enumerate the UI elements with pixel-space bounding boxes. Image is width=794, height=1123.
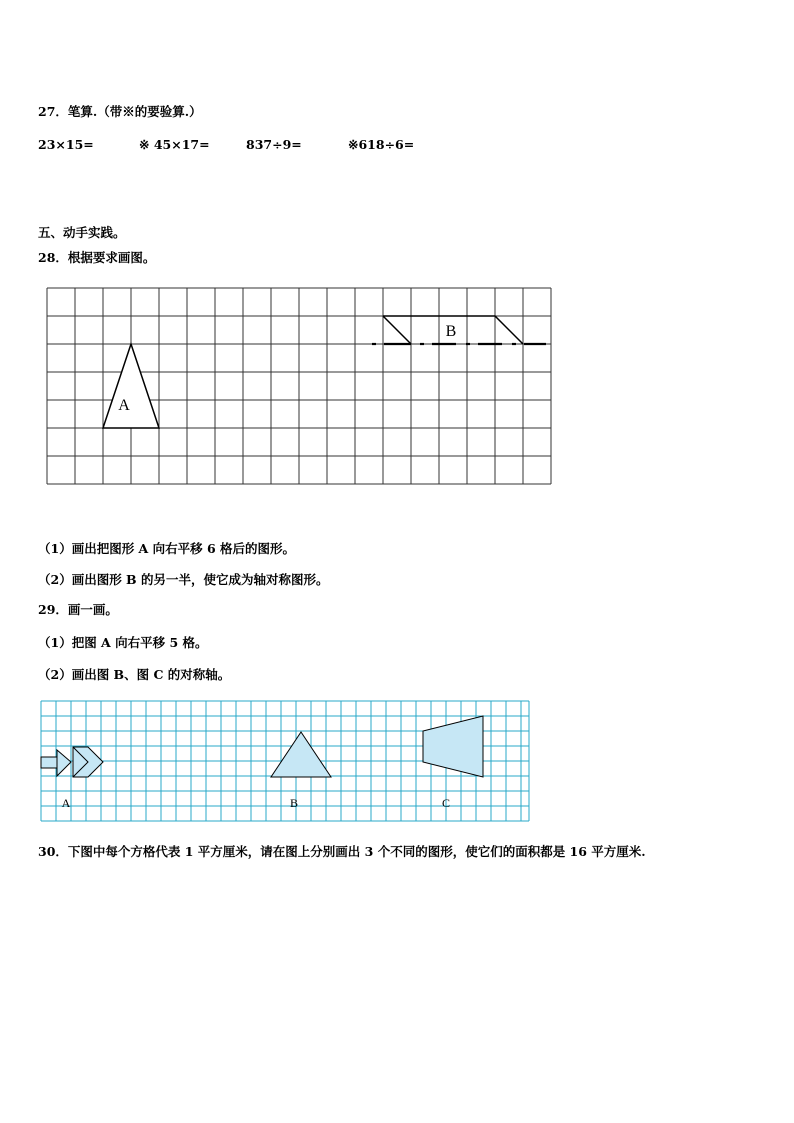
q29-label-b: B xyxy=(289,796,299,810)
q29-shape-b xyxy=(271,732,331,777)
q29-title: 29．画一画。 xyxy=(38,602,118,617)
q29-shape-c xyxy=(423,716,483,777)
q28-sub-1: （1）画出把图形 A 向右平移 6 格后的图形。 xyxy=(38,541,296,556)
q30-title: 30．下图中每个方格代表 1 平方厘米，请在图上分别画出 3 个不同的图形，使它们的面积都是 16 平方厘米. xyxy=(38,844,646,859)
q27-item-3: 837÷9= xyxy=(246,137,302,152)
q29-grid-figure xyxy=(40,700,532,824)
q28-triangle-a xyxy=(103,344,159,428)
q29-sub-1: （1）把图 A 向右平移 5 格。 xyxy=(38,635,208,650)
q28-shape-b-left-edge xyxy=(383,316,411,344)
q27-item-4: ※618÷6= xyxy=(348,137,415,152)
q29-label-c: C xyxy=(441,796,451,810)
q28-grid-figure xyxy=(46,287,552,488)
q28-label-b: B xyxy=(445,323,457,340)
q27-item-2: ※ 45×17= xyxy=(139,137,210,152)
q27-item-1: 23×15= xyxy=(38,137,94,152)
q28-label-a: A xyxy=(118,397,130,414)
q29-sub-2: （2）画出图 B、图 C 的对称轴。 xyxy=(38,667,231,682)
section-5-title: 五、动手实践。 xyxy=(38,225,126,240)
q28-title: 28．根据要求画图。 xyxy=(38,250,156,265)
q28-sub-2: （2）画出图形 B 的另一半，使它成为轴对称图形。 xyxy=(38,572,329,587)
q27-title: 27．笔算.（带※的要验算.） xyxy=(38,104,202,119)
q29-label-a: A xyxy=(61,796,71,810)
q29-shape-a xyxy=(41,747,103,777)
